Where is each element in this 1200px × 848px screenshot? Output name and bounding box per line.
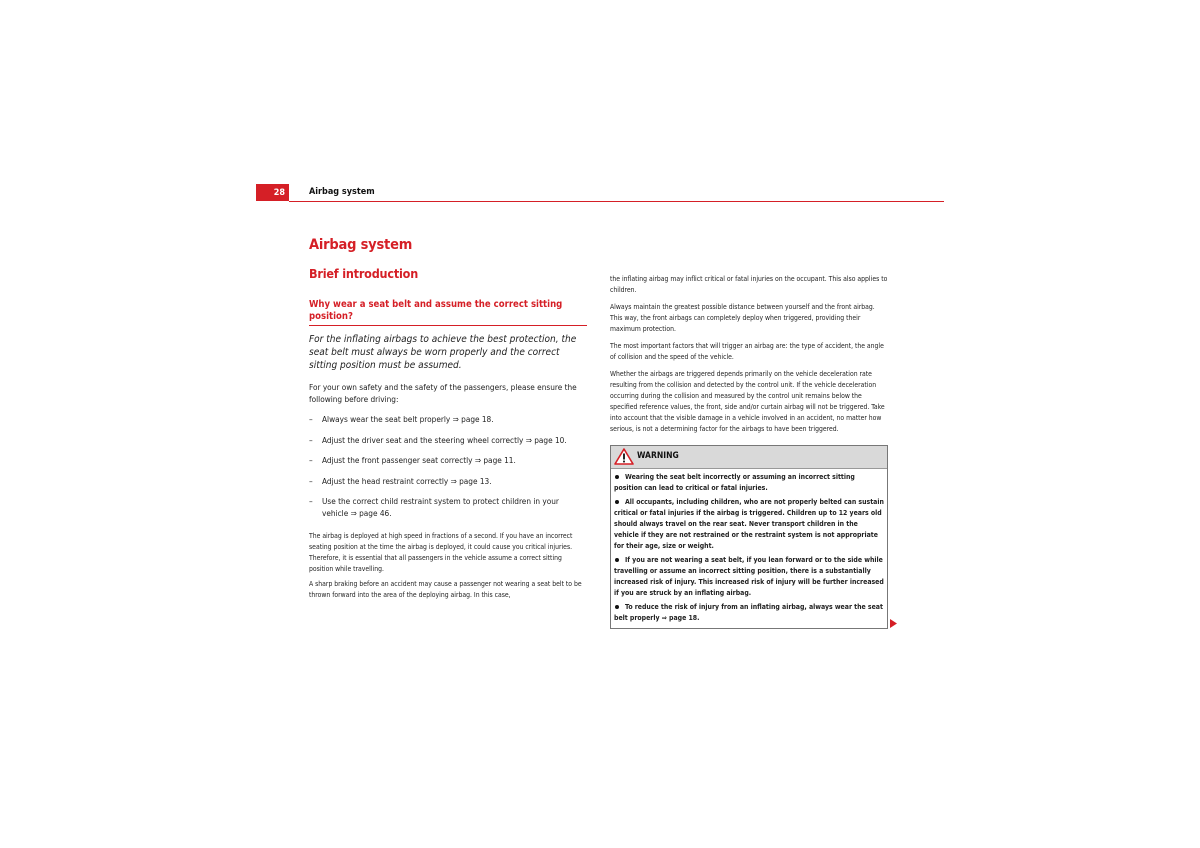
body-text: For your own safety and the safety of the passengers, please ensure the following before driving: [309, 382, 577, 404]
warning-item: All occupants, including children, who are not properly belted can sustain critical or fatal injuries if the airbag is triggered. Children up to 12 years old should always travel on the rear seat. Never transport children in the vehicle if they are not restrained or the restraint system is not appropriate for their age, size or weight. [614, 498, 884, 550]
paragraph: the inflating airbag may inflict critical or fatal injuries on the occupant. This also applies to children. [610, 275, 888, 294]
paragraph: Whether the airbags are triggered depends primarily on the vehicle deceleration rate resulting from the collision and detected by the control unit. If the vehicle deceleration occurring during the collision and measured by the control unit remains below the specified reference values, the front, side and/or curtain airbag will not be triggered. Take into account that the visible damage in a vehicle involved in an accident, no matter how serious, is not a determining factor for the airbags to have been triggered. [610, 370, 885, 433]
page-header [256, 184, 944, 202]
chapter-title: Airbag system [309, 237, 413, 253]
warning-triangle-icon [614, 448, 634, 465]
list-item: – Always wear the seat belt properly ⇒ page 18. [309, 413, 587, 425]
bullet-icon [615, 605, 619, 609]
paragraph: A sharp braking before an accident may cause a passenger not wearing a seat belt to be thrown forward into the area of the deploying airbag. In this case, [309, 580, 582, 599]
page-number: 28 [256, 184, 289, 201]
warning-header [611, 446, 887, 469]
running-header-title: Airbag system [309, 187, 375, 197]
intro-text: For the inflating airbags to achieve the best protection, the seat belt must always be worn properly and the correct sitting position must be assumed. [309, 334, 577, 371]
list-item: – Use the correct child restraint system to protect children in your vehicle ⇒ page 46. [309, 495, 587, 519]
paragraph: The airbag is deployed at high speed in fractions of a second. If you have an incorrect seating position at the time the airbag is deployed, it could cause you critical injuries. Therefore, it is essential that all passengers in the vehicle assume a correct sitting position while travelling. [309, 532, 573, 573]
bullet-icon [615, 500, 619, 504]
warning-item: Wearing the seat belt incorrectly or assuming an incorrect sitting position can lead to critical or fatal injuries. [614, 473, 855, 492]
warning-label: WARNING [637, 451, 679, 461]
right-column [610, 274, 888, 629]
warning-body [611, 469, 887, 628]
paragraph: The most important factors that will trigger an airbag are: the type of accident, the angle of collision and the speed of the vehicle. [610, 342, 884, 361]
header-rule [289, 201, 944, 202]
warning-item: To reduce the risk of injury from an inflating airbag, always wear the seat belt properly ⇒ page 18. [614, 603, 883, 622]
bullet-icon [615, 558, 619, 562]
left-column [309, 237, 587, 605]
subsection-heading: Why wear a seat belt and assume the correct sitting position? [309, 299, 587, 326]
checklist [309, 413, 587, 519]
warning-box [610, 445, 888, 629]
list-item: – Adjust the driver seat and the steering wheel correctly ⇒ page 10. [309, 434, 587, 446]
bullet-icon [615, 475, 619, 479]
section-title: Brief introduction [309, 266, 418, 281]
continue-arrow-icon [890, 619, 897, 628]
warning-item: If you are not wearing a seat belt, if you lean forward or to the side while travelling or assume an incorrect sitting position, there is a substantially increased risk of injury. This increased risk of injury will be further increased if you are struck by an inflating airbag. [614, 556, 884, 597]
list-item: – Adjust the front passenger seat correctly ⇒ page 11. [309, 454, 587, 466]
list-item: – Adjust the head restraint correctly ⇒ page 13. [309, 475, 587, 487]
paragraph: Always maintain the greatest possible distance between yourself and the front airbag. This way, the front airbags can completely deploy when triggered, providing their maximum protection. [610, 303, 875, 333]
